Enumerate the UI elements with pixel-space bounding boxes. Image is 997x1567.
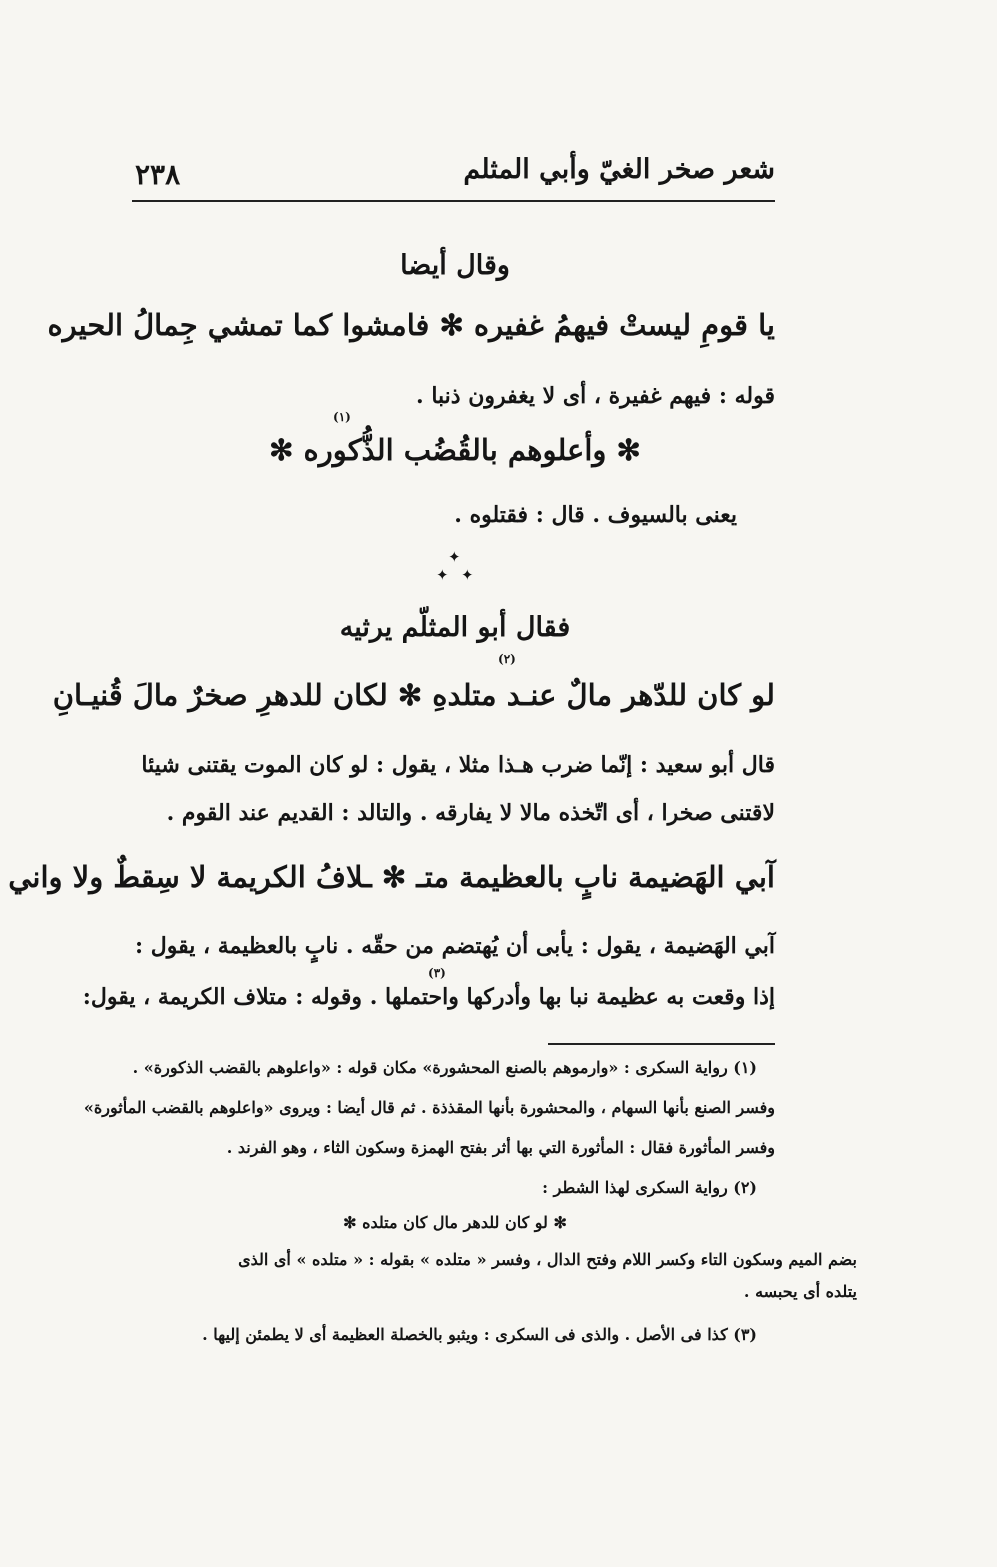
footnote-1-line-2: وفسر الصنع بأنها السهام ، والمحشورة بأنها المقذذة . ثم قال أيضا : ويروى «واعلوهم بالقضب المأثورة» xyxy=(83,1098,775,1117)
footnote-marker-2: (٢) xyxy=(498,652,516,666)
commentary-3-line-2: لاقتنى صخرا ، أى اتّخذه مالا لا يفارقه . والتالد : القديم عند القوم . xyxy=(166,800,775,826)
verse-3: لو كان للدّهر مالٌ عنـد متلدهِ ✻ لكان للدهرِ صخرٌ مالَ قُنيـانِ xyxy=(52,678,775,712)
footnote-3: (٣) كذا فى الأصل . والذى فى السكرى : ويثبو بالخصلة العظيمة أى لا يطمئن إليها . xyxy=(202,1325,757,1344)
footnote-2-line-3: بضم الميم وسكون التاء وكسر اللام وفتح الدال ، وفسر « متلده » بقوله : « متلده » أى الذى xyxy=(238,1250,857,1269)
section-heading-2: فقال أبو المثلّم يرثيه xyxy=(339,612,571,643)
header-rule xyxy=(132,200,775,202)
page-header xyxy=(135,150,775,196)
commentary-3-line-1: قال أبو سعيد : إنّما ضرب هـذا مثلا ، يقول : لو كان الموت يقتنى شيئا xyxy=(141,752,775,778)
ornament-star-right: ✦ xyxy=(461,566,474,584)
footnote-1-line-1: (١) رواية السكرى : «وارموهم بالصنع المحشورة» مكان قوله : «واعلوهم بالقضب الذكورة» . xyxy=(132,1058,757,1077)
verse-2: ✻ وأعلوهم بالقُضُب الذُّكوره ✻ xyxy=(269,433,641,467)
footnote-2-line-1: (٢) رواية السكرى لهذا الشطر : xyxy=(542,1178,757,1197)
footnote-marker-3: (٣) xyxy=(428,966,446,980)
verse-1: يا قومِ ليستْ فيهمُ غفيره ✻ فامشوا كما تمشي جِمالُ الحيره xyxy=(47,308,775,342)
footnote-2-line-4: يتلده أى يحبسه . xyxy=(743,1282,857,1301)
footnote-rule xyxy=(548,1043,775,1045)
running-title: شعر صخر الغيّ وأبي المثلم xyxy=(463,154,775,185)
ornament-star-left: ✦ xyxy=(436,566,449,584)
footnote-2-line-2: ✻ لو كان للدهر مال كان متلده ✻ xyxy=(343,1213,567,1232)
commentary-1: قوله : فيهم غفيرة ، أى لا يغفرون ذنبا . xyxy=(416,383,775,409)
footnote-marker-1: (١) xyxy=(333,410,351,424)
section-ornament xyxy=(430,548,480,588)
verse-4: آبي الهَضيمة نابٍ بالعظيمة متـ ✻ ـلافُ الكريمة لا سِقطٌ ولا واني xyxy=(8,860,775,894)
footnote-1-line-3: وفسر المأثورة فقال : المأثورة التي بها أثر بفتح الهمزة وسكون الثاء ، وهو الفرند . xyxy=(226,1138,775,1157)
section-heading-1: وقال أيضا xyxy=(400,250,510,281)
ornament-star-top: ✦ xyxy=(448,548,461,566)
commentary-4-line-2: إذا وقعت به عظيمة نبا بها وأدركها واحتملها . وقوله : متلاف الكريمة ، يقول: xyxy=(82,984,775,1010)
commentary-4-line-1: آبي الهَضيمة ، يقول : يأبى أن يُهتضم من حقّه . نابٍ بالعظيمة ، يقول : xyxy=(134,933,775,959)
commentary-2: يعنى بالسيوف . قال : فقتلوه . xyxy=(454,502,737,528)
page-number: ٢٣٨ xyxy=(135,158,181,191)
